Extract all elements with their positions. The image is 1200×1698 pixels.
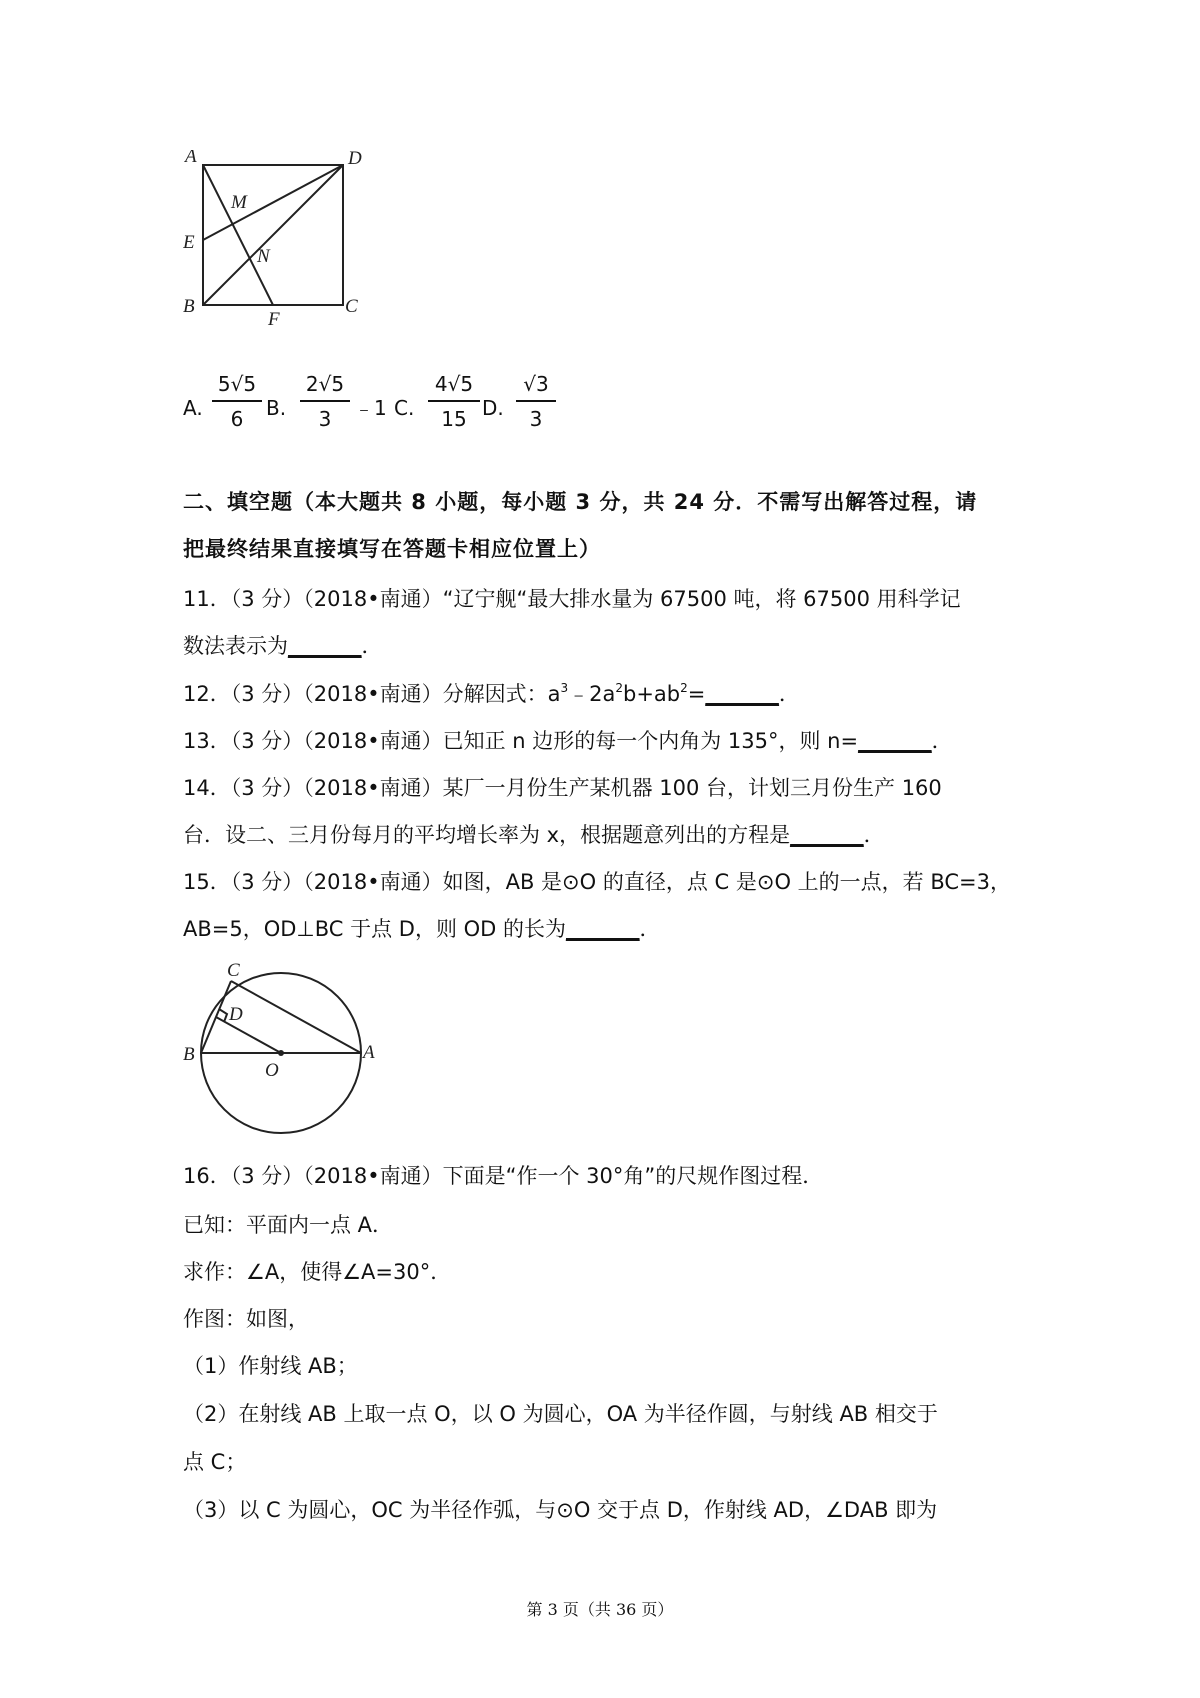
q16-line8: （3）以 C 为圆心，OC 为半径作弧，与⊙O 交于点 D，作射线 AD，∠DAB 即为 (183, 1498, 938, 1522)
option-b-fraction: 2√5 3 (300, 370, 350, 432)
q13-line: 13．（3 分）（2018•南通）已知正 n 边形的每一个内角为 135°，则 n=_______． (183, 729, 953, 753)
q12-blank: _______ (705, 682, 779, 706)
option-c-fraction: 4√5 15 (428, 370, 480, 432)
q11-line2: 数法表示为_______． (183, 634, 383, 658)
square-figure (183, 150, 383, 350)
q16-line4: 作图：如图， (183, 1307, 309, 1331)
label-d: D (229, 1004, 243, 1025)
q14-blank: _______ (790, 823, 864, 847)
option-a-fraction: 5√5 6 (212, 370, 262, 432)
option-a-label: A. (183, 396, 203, 420)
label-c: C (345, 296, 358, 317)
option-c-label: C. (394, 396, 415, 420)
option-d-fraction: √3 3 (516, 370, 556, 432)
circle-figure (183, 958, 383, 1138)
option-b-label: B. (266, 396, 287, 420)
label-m: M (231, 192, 247, 213)
q16-line1: 16．（3 分）（2018•南通）下面是“作一个 30°角”的尺规作图过程． (183, 1164, 824, 1188)
label-e: E (183, 232, 195, 253)
q14-line2: 台．设二、三月份每月的平均增长率为 x，根据题意列出的方程是_______． (183, 823, 885, 847)
q16-line2: 已知：平面内一点 A． (183, 1213, 394, 1237)
q15-blank: _______ (566, 917, 640, 941)
chord-ca (231, 981, 361, 1053)
label-a: A (185, 150, 197, 167)
label-d: D (348, 150, 362, 169)
option-d-label: D. (482, 396, 504, 420)
q12-line: 12．（3 分）（2018•南通）分解因式：$a^3﹣2a^2b+ab^2=\_\_\_\_\_\_\_$． (183, 681, 800, 706)
q15-line1: 15．（3 分）（2018•南通）如图，AB 是⊙O 的直径，点 C 是⊙O 上的一点，若 BC=3， (183, 870, 1011, 894)
segment-od (216, 1017, 281, 1053)
q16-line3: 求作：∠A，使得∠A=30°． (183, 1260, 452, 1284)
section-heading-line2: 把最终结果直接填写在答题卡相应位置上） (183, 537, 601, 561)
q16-line6: （2）在射线 AB 上取一点 O，以 O 为圆心，OA 为半径作圆，与射线 AB 相交于 (183, 1402, 938, 1426)
center-dot (278, 1050, 284, 1056)
segment-bd (203, 165, 343, 305)
q16-line7: 点 C； (183, 1450, 247, 1474)
label-c: C (227, 960, 240, 981)
label-o: O (265, 1060, 279, 1081)
label-a: A (363, 1042, 375, 1063)
option-b-tail: ﹣1 (354, 396, 387, 420)
section-heading-line1: 二、填空题（本大题共 8 小题，每小题 3 分，共 24 分．不需写出解答过程，请 (183, 490, 978, 514)
label-n: N (257, 246, 270, 267)
page-footer: 第 3 页（共 36 页） (526, 1600, 674, 1619)
q15-line2: AB=5，OD⊥BC 于点 D，则 OD 的长为_______． (183, 917, 661, 941)
label-f: F (268, 309, 280, 330)
q16-line5: （1）作射线 AB； (183, 1354, 358, 1378)
q11-line1: 11．（3 分）（2018•南通）“辽宁舰“最大排水量为 67500 吨，将 67500 用科学记 (183, 587, 961, 611)
q11-blank: _______ (288, 634, 362, 658)
q13-blank: _______ (858, 729, 932, 753)
label-b: B (183, 296, 195, 317)
label-b: B (183, 1044, 195, 1065)
segment-ed (203, 165, 343, 240)
q14-line1: 14．（3 分）（2018•南通）某厂一月份生产某机器 100 台，计划三月份生产 160 (183, 776, 942, 800)
